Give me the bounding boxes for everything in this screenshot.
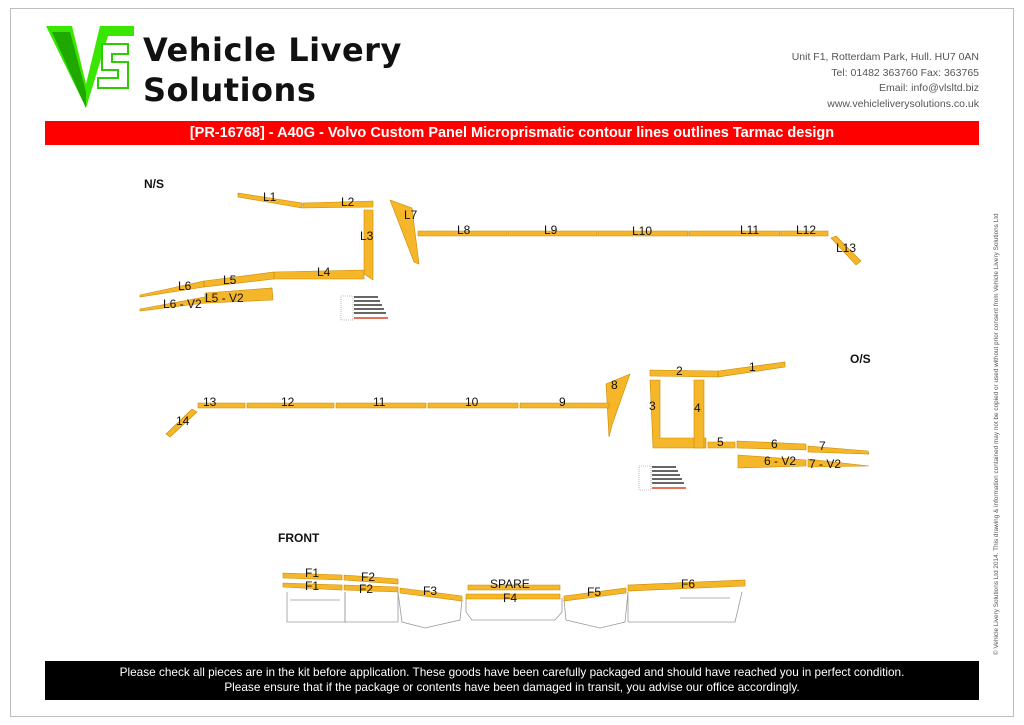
address: Unit F1, Rotterdam Park, Hull. HU7 0AN (791, 51, 979, 63)
phone-fax: Tel: 01482 363760 Fax: 363765 (831, 66, 979, 79)
label-f1-a: F1 (305, 566, 320, 580)
label-f4: F4 (503, 591, 518, 605)
label-9: 9 (559, 395, 566, 409)
panel-l5 (204, 272, 274, 287)
brand-line-1: Vehicle Livery (143, 31, 402, 69)
label-f5: F5 (587, 585, 602, 599)
label-l12: L12 (796, 223, 817, 237)
os-heading: O/S (850, 352, 871, 366)
label-7: 7 (819, 439, 826, 453)
os-colour-swatches (639, 466, 686, 490)
front-heading: FRONT (278, 531, 320, 545)
label-l2: L2 (341, 195, 355, 209)
footer-notice (45, 661, 979, 700)
panel-l6 (140, 281, 204, 297)
label-7-v2: 7 - V2 (809, 457, 842, 471)
panel-l2 (303, 201, 373, 208)
label-l13: L13 (836, 241, 857, 255)
copyright-side-note: © Vehicle Livery Solutions Ltd 2014. This drawing & information contained may not be copied or used without prior consent from Vehicle Livery Solutions Ltd (993, 213, 1000, 655)
label-3: 3 (649, 399, 656, 413)
label-5: 5 (717, 435, 724, 449)
label-13: 13 (203, 395, 217, 409)
label-l7: L7 (404, 208, 418, 222)
email: Email: info@vlsltd.biz (879, 82, 979, 94)
panel-2 (650, 370, 718, 377)
label-11: 11 (373, 395, 386, 409)
label-spare: SPARE (490, 577, 530, 591)
label-f2-a: F2 (361, 570, 376, 584)
website: www.vehicleliverysolutions.co.uk (827, 97, 979, 110)
panel-8 (606, 374, 630, 437)
label-8: 8 (611, 378, 618, 392)
label-l4: L4 (317, 265, 331, 279)
label-f6: F6 (681, 577, 696, 591)
label-l6-v2: L6 - V2 (163, 297, 202, 311)
panel-l3 (364, 210, 373, 280)
label-6-v2: 6 - V2 (764, 454, 797, 468)
footer-line-1: Please check all pieces are in the kit before application. These goods have been carefully packaged and should have reached you in perfect condition. (119, 665, 905, 679)
label-l10: L10 (632, 224, 653, 238)
label-f3: F3 (423, 584, 438, 598)
ns-colour-swatches (341, 296, 388, 320)
label-l1: L1 (263, 190, 277, 204)
label-12: 12 (281, 395, 295, 409)
label-1: 1 (749, 360, 756, 374)
label-l5-v2: L5 - V2 (205, 291, 244, 305)
label-l8: L8 (457, 223, 471, 237)
label-4: 4 (694, 401, 701, 415)
label-l5: L5 (223, 273, 237, 287)
job-title-bar: [PR-16768] - A40G - Volvo Custom Panel Microprismatic contour lines outlines Tarmac design (45, 121, 979, 145)
panel-7 (808, 446, 869, 454)
label-l3: L3 (360, 229, 374, 243)
label-14: 14 (176, 414, 190, 428)
label-2: 2 (676, 364, 683, 378)
label-l6: L6 (178, 279, 192, 293)
label-l9: L9 (544, 223, 558, 237)
brand-line-2: Solutions (143, 71, 317, 109)
label-10: 10 (465, 395, 479, 409)
label-6: 6 (771, 437, 778, 451)
label-f2-b: F2 (359, 582, 374, 596)
label-f1-b: F1 (305, 579, 320, 593)
footer-line-2: Please ensure that if the package or contents have been damaged in transit, you advise our office accordingly. (224, 680, 800, 694)
label-l11: L11 (740, 223, 760, 237)
panel-l11 (689, 231, 780, 236)
ns-heading: N/S (144, 177, 165, 191)
